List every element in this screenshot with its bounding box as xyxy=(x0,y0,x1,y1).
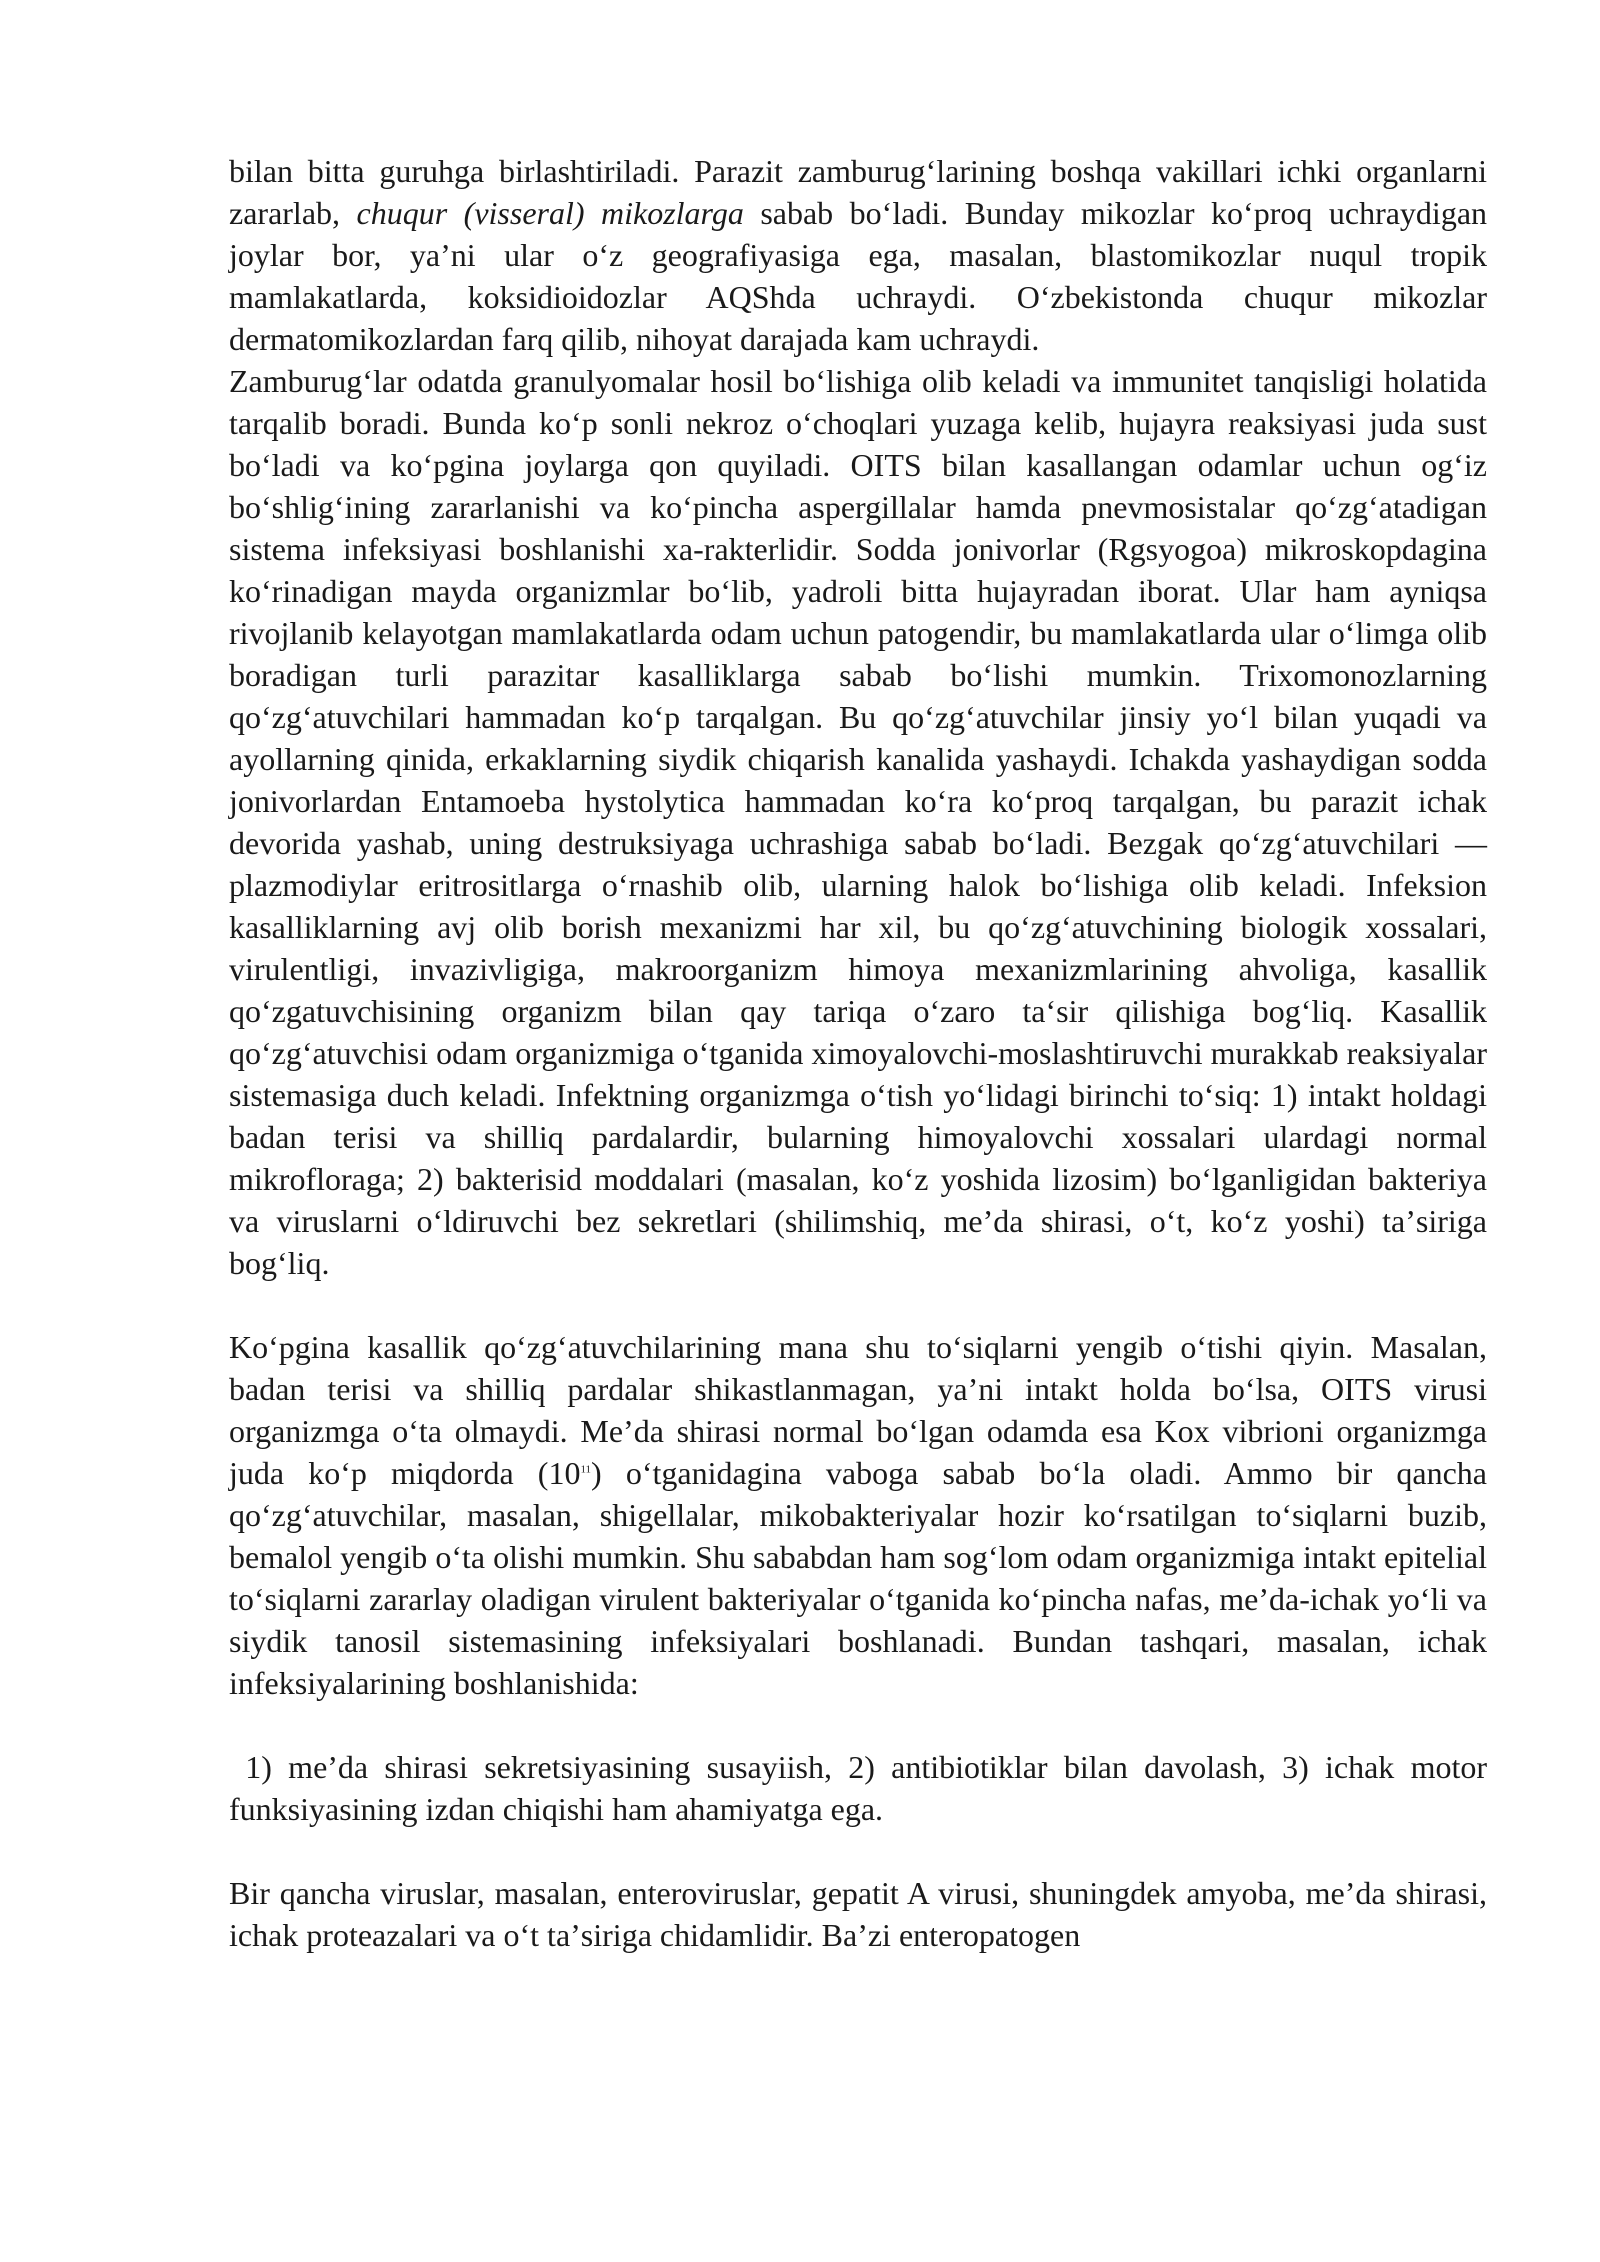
paragraph-spacer xyxy=(229,1284,1487,1326)
exponent-superscript: 11 xyxy=(580,1463,592,1476)
paragraph-2: Zamburugʻlar odatda granulyomalar hosil boʻlishiga olib keladi va immunitet tanqisligi holatida tarqalib boradi. Bunda koʻp sonli nekroz oʻchoqlari yuzaga kelib, hujayra reaksiyasi juda sust boʻladi va koʻpgina joylarga qon quyiladi. OITS bilan kasallangan odamlar uchun ogʻiz boʻshligʻining zararlanishi va koʻpincha aspergillalar hamda pnevmosistalar qoʻzgʻatadigan sistema infeksiyasi boshlanishi xa-rakterlidir. Sodda jonivorlar (Rgsyogoa) mikroskopdagina koʻrinadigan mayda organizmlar boʻlib, yadroli bitta hujayradan iborat. Ular ham ayniqsa rivojlanib kelayotgan mamlakatlarda odam uchun patogendir, bu mamlakatlarda ular oʻlimga olib boradigan turli parazitar kasalliklarga sabab boʻlishi mumkin. Trixomonozlarning qoʻzgʻatuvchilari hammadan koʻp tarqalgan. Bu qoʻzgʻatuvchilar jinsiy yoʻl bilan yuqadi va ayollarning qinida, erkaklarning siydik chiqarish kanalida yashaydi. Ichakda yashaydigan sodda jonivorlardan Entamoeba hystolytica hammadan koʻra koʻproq tarqalgan, bu parazit ichak devorida yashab, uning destruksiyaga uchrashiga sabab boʻladi. Bezgak qoʻzgʻatuvchilari — plazmodiylar eritrositlarga oʻrnashib olib, ularning halok boʻlishiga olib keladi. Infeksion kasalliklarning avj olib borish mexanizmi har xil, bu qoʻzgʻatuvchining biologik xossalari, virulentligi, invazivligiga, makroorganizm himoya mexanizmlarining ahvoliga, kasallik qoʻzgatuvchisining organizm bilan qay tariqa oʻzaro taʻsir qilishiga bogʻliq. Kasallik qoʻzgʻatuvchisi odam organizmiga oʻtganida ximoyalovchi-moslashtiruvchi murakkab reaksiyalar sistemasiga duch keladi. Infektning organizmga oʻtish yoʻlidagi birinchi toʻsiq: 1) intakt holdagi badan terisi va shilliq pardalardir, bularning himoyalovchi xossalari ulardagi normal mikrofloraga; 2) bakterisid moddalari (masalan, koʻz yoshida lizosim) boʻlganligidan bakteriya va viruslarni oʻldiruvchi bez sekretlari (shilimshiq, meʼda shirasi, oʻt, koʻz yoshi) taʼsiriga bogʻliq. xyxy=(229,363,1487,1281)
paragraph-3-text: Koʻpgina kasallik qoʻzgʻatuvchilarining mana shu toʻsiqlarni yengib oʻtishi qiyin. Masalan, badan terisi va shilliq pardalar shikastlanmagan, yaʼni intakt holda boʻlsa, OITS virusi organizmga oʻta olmaydi. Meʼda shirasi normal boʻlgan odamda esa Kox vibrioni organizmga juda koʻp miqdorda (10 xyxy=(229,1329,1487,1491)
paragraph-spacer xyxy=(229,1704,1487,1746)
paragraph-1 xyxy=(229,150,1487,360)
paragraph-1-text-end: sabab boʻladi. Bunday mikozlar koʻproq uchraydigan joylar bor, yaʼni ular oʻz geografiyasiga ega, masalan, blastomikozlar nuqul tropik mamlakatlarda, koksidioidozlar AQShda uchraydi. Oʻzbekistonda chuqur mikozlar dermatomikozlardan farq qilib, nihoyat darajada kam uchraydi. xyxy=(229,195,1488,357)
paragraph-5: Bir qancha viruslar, masalan, enteroviruslar, gepatit A virusi, shuningdek amyoba, meʼda shirasi, ichak proteazalari va oʻt taʼsiriga chidamlidir. Baʼzi enteropatogen xyxy=(229,1875,1487,1953)
paragraph-spacer xyxy=(229,1830,1487,1872)
paragraph-1-text: bilan bitta guruhga birlashtiriladi. Parazit zamburugʻlarining boshqa vakillari ichki organlarni zararlab, xyxy=(229,153,1487,231)
paragraph-1-italic-term: chuqur (visseral) mikozlarga xyxy=(356,195,744,231)
paragraph-4: 1) meʼda shirasi sekretsiyasining susayiish, 2) antibiotiklar bilan davolash, 3) ichak motor funksiyasining izdan chiqishi ham ahamiyatga ega. xyxy=(229,1749,1496,1827)
paragraph-3 xyxy=(229,1326,1487,1704)
paragraph-3-text-end: ) oʻtganidagina vaboga sabab boʻla oladi. Ammo bir qancha qoʻzgʻatuvchilar, masalan, shigellalar, mikobakteriyalar hozir koʻrsatilgan toʻsiqlarni buzib, bemalol yengib oʻta olishi mumkin. Shu sababdan ham sogʻlom odam organizmiga intakt epitelial toʻsiqlarni zararlay oladigan virulent bakteriyalar oʻtganida koʻpincha nafas, meʼda-ichak yoʻli va siydik tanosil sistemasining infeksiyalari boshlanadi. Bundan tashqari, masalan, ichak infeksiyalarining boshlanishida: xyxy=(229,1455,1488,1701)
document-page xyxy=(229,150,1496,1956)
